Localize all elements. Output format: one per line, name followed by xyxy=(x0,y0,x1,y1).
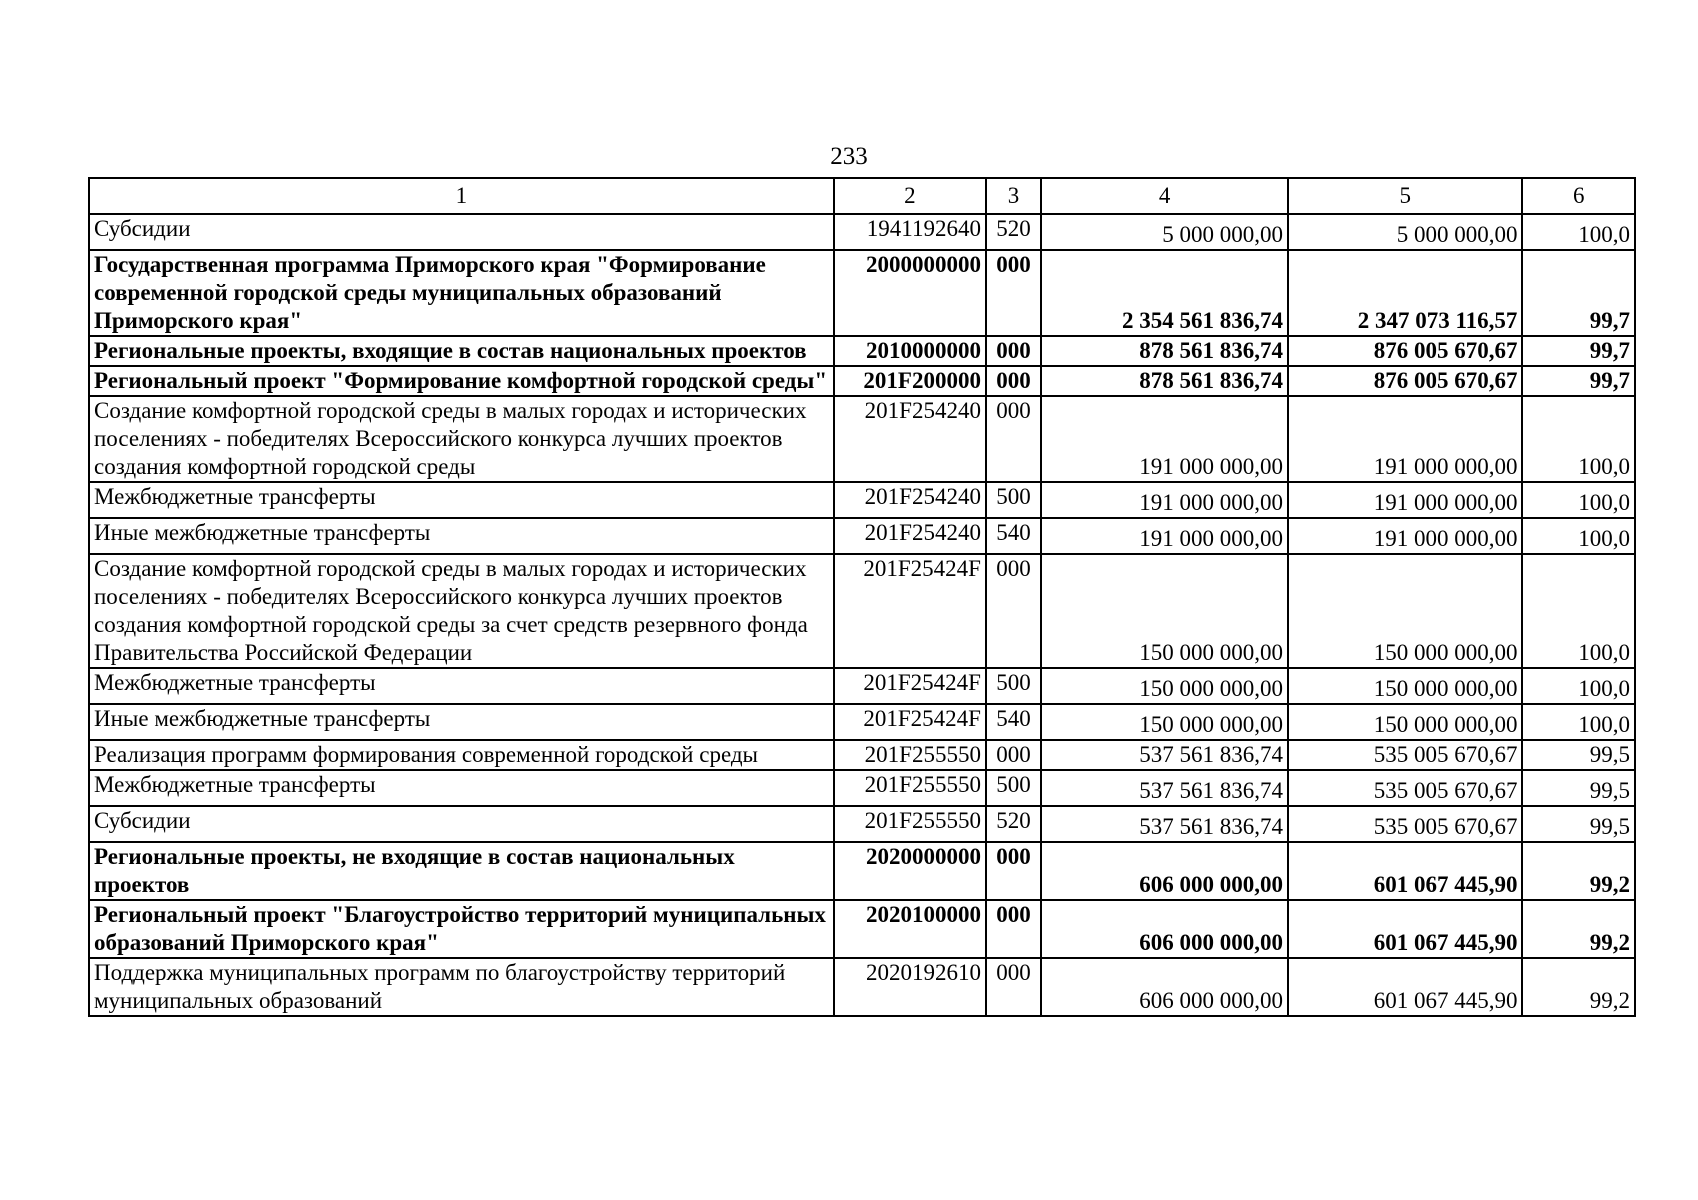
table-row xyxy=(89,770,1635,806)
header-row xyxy=(89,178,1635,214)
header-cell: 4 xyxy=(1041,178,1288,214)
row-executed-amount-cell: 2 347 073 116,57 xyxy=(1288,250,1522,336)
row-kind-cell: 520 xyxy=(986,806,1041,842)
row-planned-amount-cell: 191 000 000,00 xyxy=(1041,518,1288,554)
row-planned-amount-cell: 537 561 836,74 xyxy=(1041,740,1288,770)
row-planned-amount-cell: 2 354 561 836,74 xyxy=(1041,250,1288,336)
row-percent-cell: 99,2 xyxy=(1522,900,1635,958)
row-kind-cell: 000 xyxy=(986,554,1041,668)
row-name-cell: Региональные проекты, входящие в состав национальных проектов xyxy=(89,336,834,366)
table-row xyxy=(89,740,1635,770)
table-row xyxy=(89,704,1635,740)
header-cell: 1 xyxy=(89,178,834,214)
row-code-cell: 201F200000 xyxy=(834,366,986,396)
table-row xyxy=(89,958,1635,1016)
row-percent-cell: 100,0 xyxy=(1522,214,1635,250)
row-name-cell: Субсидии xyxy=(89,806,834,842)
row-executed-amount-cell: 876 005 670,67 xyxy=(1288,336,1522,366)
row-percent-cell: 100,0 xyxy=(1522,482,1635,518)
row-name-cell: Межбюджетные трансферты xyxy=(89,770,834,806)
row-percent-cell: 99,5 xyxy=(1522,806,1635,842)
row-name-cell: Иные межбюджетные трансферты xyxy=(89,518,834,554)
row-executed-amount-cell: 601 067 445,90 xyxy=(1288,958,1522,1016)
row-planned-amount-cell: 606 000 000,00 xyxy=(1041,958,1288,1016)
row-code-cell: 2020000000 xyxy=(834,842,986,900)
row-percent-cell: 100,0 xyxy=(1522,668,1635,704)
row-code-cell: 2010000000 xyxy=(834,336,986,366)
row-planned-amount-cell: 5 000 000,00 xyxy=(1041,214,1288,250)
row-name-cell: Региональный проект "Формирование комфортной городской среды" xyxy=(89,366,834,396)
header-cell: 6 xyxy=(1522,178,1635,214)
row-code-cell: 1941192640 xyxy=(834,214,986,250)
row-planned-amount-cell: 150 000 000,00 xyxy=(1041,668,1288,704)
row-kind-cell: 000 xyxy=(986,958,1041,1016)
row-executed-amount-cell: 191 000 000,00 xyxy=(1288,482,1522,518)
row-code-cell: 201F255550 xyxy=(834,770,986,806)
table-row xyxy=(89,806,1635,842)
row-percent-cell: 100,0 xyxy=(1522,554,1635,668)
table-row xyxy=(89,250,1635,336)
row-name-cell: Межбюджетные трансферты xyxy=(89,482,834,518)
row-planned-amount-cell: 537 561 836,74 xyxy=(1041,806,1288,842)
row-kind-cell: 500 xyxy=(986,668,1041,704)
row-code-cell: 201F254240 xyxy=(834,396,986,482)
row-percent-cell: 99,7 xyxy=(1522,366,1635,396)
row-executed-amount-cell: 191 000 000,00 xyxy=(1288,518,1522,554)
header-cell: 2 xyxy=(834,178,986,214)
row-kind-cell: 000 xyxy=(986,250,1041,336)
row-executed-amount-cell: 535 005 670,67 xyxy=(1288,740,1522,770)
row-executed-amount-cell: 150 000 000,00 xyxy=(1288,704,1522,740)
row-kind-cell: 000 xyxy=(986,842,1041,900)
row-executed-amount-cell: 601 067 445,90 xyxy=(1288,842,1522,900)
row-kind-cell: 000 xyxy=(986,900,1041,958)
row-planned-amount-cell: 878 561 836,74 xyxy=(1041,336,1288,366)
header-cell: 3 xyxy=(986,178,1041,214)
row-code-cell: 201F254240 xyxy=(834,518,986,554)
row-code-cell: 2020100000 xyxy=(834,900,986,958)
row-name-cell: Государственная программа Приморского края "Формирование современной городской среды муниципальных образований Приморского края" xyxy=(89,250,834,336)
table-row xyxy=(89,842,1635,900)
row-code-cell: 201F255550 xyxy=(834,740,986,770)
row-percent-cell: 99,2 xyxy=(1522,958,1635,1016)
row-name-cell: Создание комфортной городской среды в малых городах и исторических поселениях - победителях Всероссийского конкурса лучших проектов создания комфортной городской среды xyxy=(89,396,834,482)
page-number: 233 xyxy=(830,143,868,170)
row-planned-amount-cell: 150 000 000,00 xyxy=(1041,554,1288,668)
row-planned-amount-cell: 150 000 000,00 xyxy=(1041,704,1288,740)
row-executed-amount-cell: 535 005 670,67 xyxy=(1288,806,1522,842)
row-kind-cell: 000 xyxy=(986,396,1041,482)
row-code-cell: 201F25424F xyxy=(834,554,986,668)
row-name-cell: Поддержка муниципальных программ по благоустройству территорий муниципальных образований xyxy=(89,958,834,1016)
row-code-cell: 201F25424F xyxy=(834,668,986,704)
row-planned-amount-cell: 878 561 836,74 xyxy=(1041,366,1288,396)
row-planned-amount-cell: 191 000 000,00 xyxy=(1041,396,1288,482)
row-kind-cell: 500 xyxy=(986,482,1041,518)
table-row xyxy=(89,396,1635,482)
row-code-cell: 2020192610 xyxy=(834,958,986,1016)
table-row xyxy=(89,518,1635,554)
header-cell: 5 xyxy=(1288,178,1522,214)
row-executed-amount-cell: 150 000 000,00 xyxy=(1288,668,1522,704)
row-name-cell: Субсидии xyxy=(89,214,834,250)
row-percent-cell: 99,7 xyxy=(1522,336,1635,366)
table-row xyxy=(89,900,1635,958)
row-percent-cell: 99,2 xyxy=(1522,842,1635,900)
row-planned-amount-cell: 191 000 000,00 xyxy=(1041,482,1288,518)
row-executed-amount-cell: 601 067 445,90 xyxy=(1288,900,1522,958)
table-row xyxy=(89,482,1635,518)
row-kind-cell: 000 xyxy=(986,336,1041,366)
row-name-cell: Иные межбюджетные трансферты xyxy=(89,704,834,740)
row-name-cell: Реализация программ формирования современной городской среды xyxy=(89,740,834,770)
row-executed-amount-cell: 191 000 000,00 xyxy=(1288,396,1522,482)
row-percent-cell: 99,5 xyxy=(1522,740,1635,770)
table-row xyxy=(89,366,1635,396)
row-code-cell: 201F254240 xyxy=(834,482,986,518)
table-row xyxy=(89,554,1635,668)
row-name-cell: Создание комфортной городской среды в малых городах и исторических поселениях - победителях Всероссийского конкурса лучших проектов создания комфортной городской среды за счет средств резервного фонда Правительства Российской Федерации xyxy=(89,554,834,668)
table-row xyxy=(89,668,1635,704)
row-executed-amount-cell: 150 000 000,00 xyxy=(1288,554,1522,668)
row-percent-cell: 100,0 xyxy=(1522,518,1635,554)
row-executed-amount-cell: 876 005 670,67 xyxy=(1288,366,1522,396)
budget-table xyxy=(88,177,1636,1017)
row-percent-cell: 99,5 xyxy=(1522,770,1635,806)
row-name-cell: Региональный проект "Благоустройство территорий муниципальных образований Приморского края" xyxy=(89,900,834,958)
row-kind-cell: 500 xyxy=(986,770,1041,806)
row-code-cell: 201F25424F xyxy=(834,704,986,740)
row-code-cell: 201F255550 xyxy=(834,806,986,842)
row-name-cell: Региональные проекты, не входящие в состав национальных проектов xyxy=(89,842,834,900)
row-planned-amount-cell: 606 000 000,00 xyxy=(1041,900,1288,958)
row-kind-cell: 000 xyxy=(986,366,1041,396)
row-kind-cell: 540 xyxy=(986,704,1041,740)
row-percent-cell: 100,0 xyxy=(1522,704,1635,740)
row-kind-cell: 540 xyxy=(986,518,1041,554)
row-executed-amount-cell: 535 005 670,67 xyxy=(1288,770,1522,806)
table-row xyxy=(89,214,1635,250)
row-executed-amount-cell: 5 000 000,00 xyxy=(1288,214,1522,250)
row-code-cell: 2000000000 xyxy=(834,250,986,336)
row-percent-cell: 99,7 xyxy=(1522,250,1635,336)
row-planned-amount-cell: 606 000 000,00 xyxy=(1041,842,1288,900)
row-kind-cell: 520 xyxy=(986,214,1041,250)
row-kind-cell: 000 xyxy=(986,740,1041,770)
row-planned-amount-cell: 537 561 836,74 xyxy=(1041,770,1288,806)
table-row xyxy=(89,336,1635,366)
row-percent-cell: 100,0 xyxy=(1522,396,1635,482)
row-name-cell: Межбюджетные трансферты xyxy=(89,668,834,704)
